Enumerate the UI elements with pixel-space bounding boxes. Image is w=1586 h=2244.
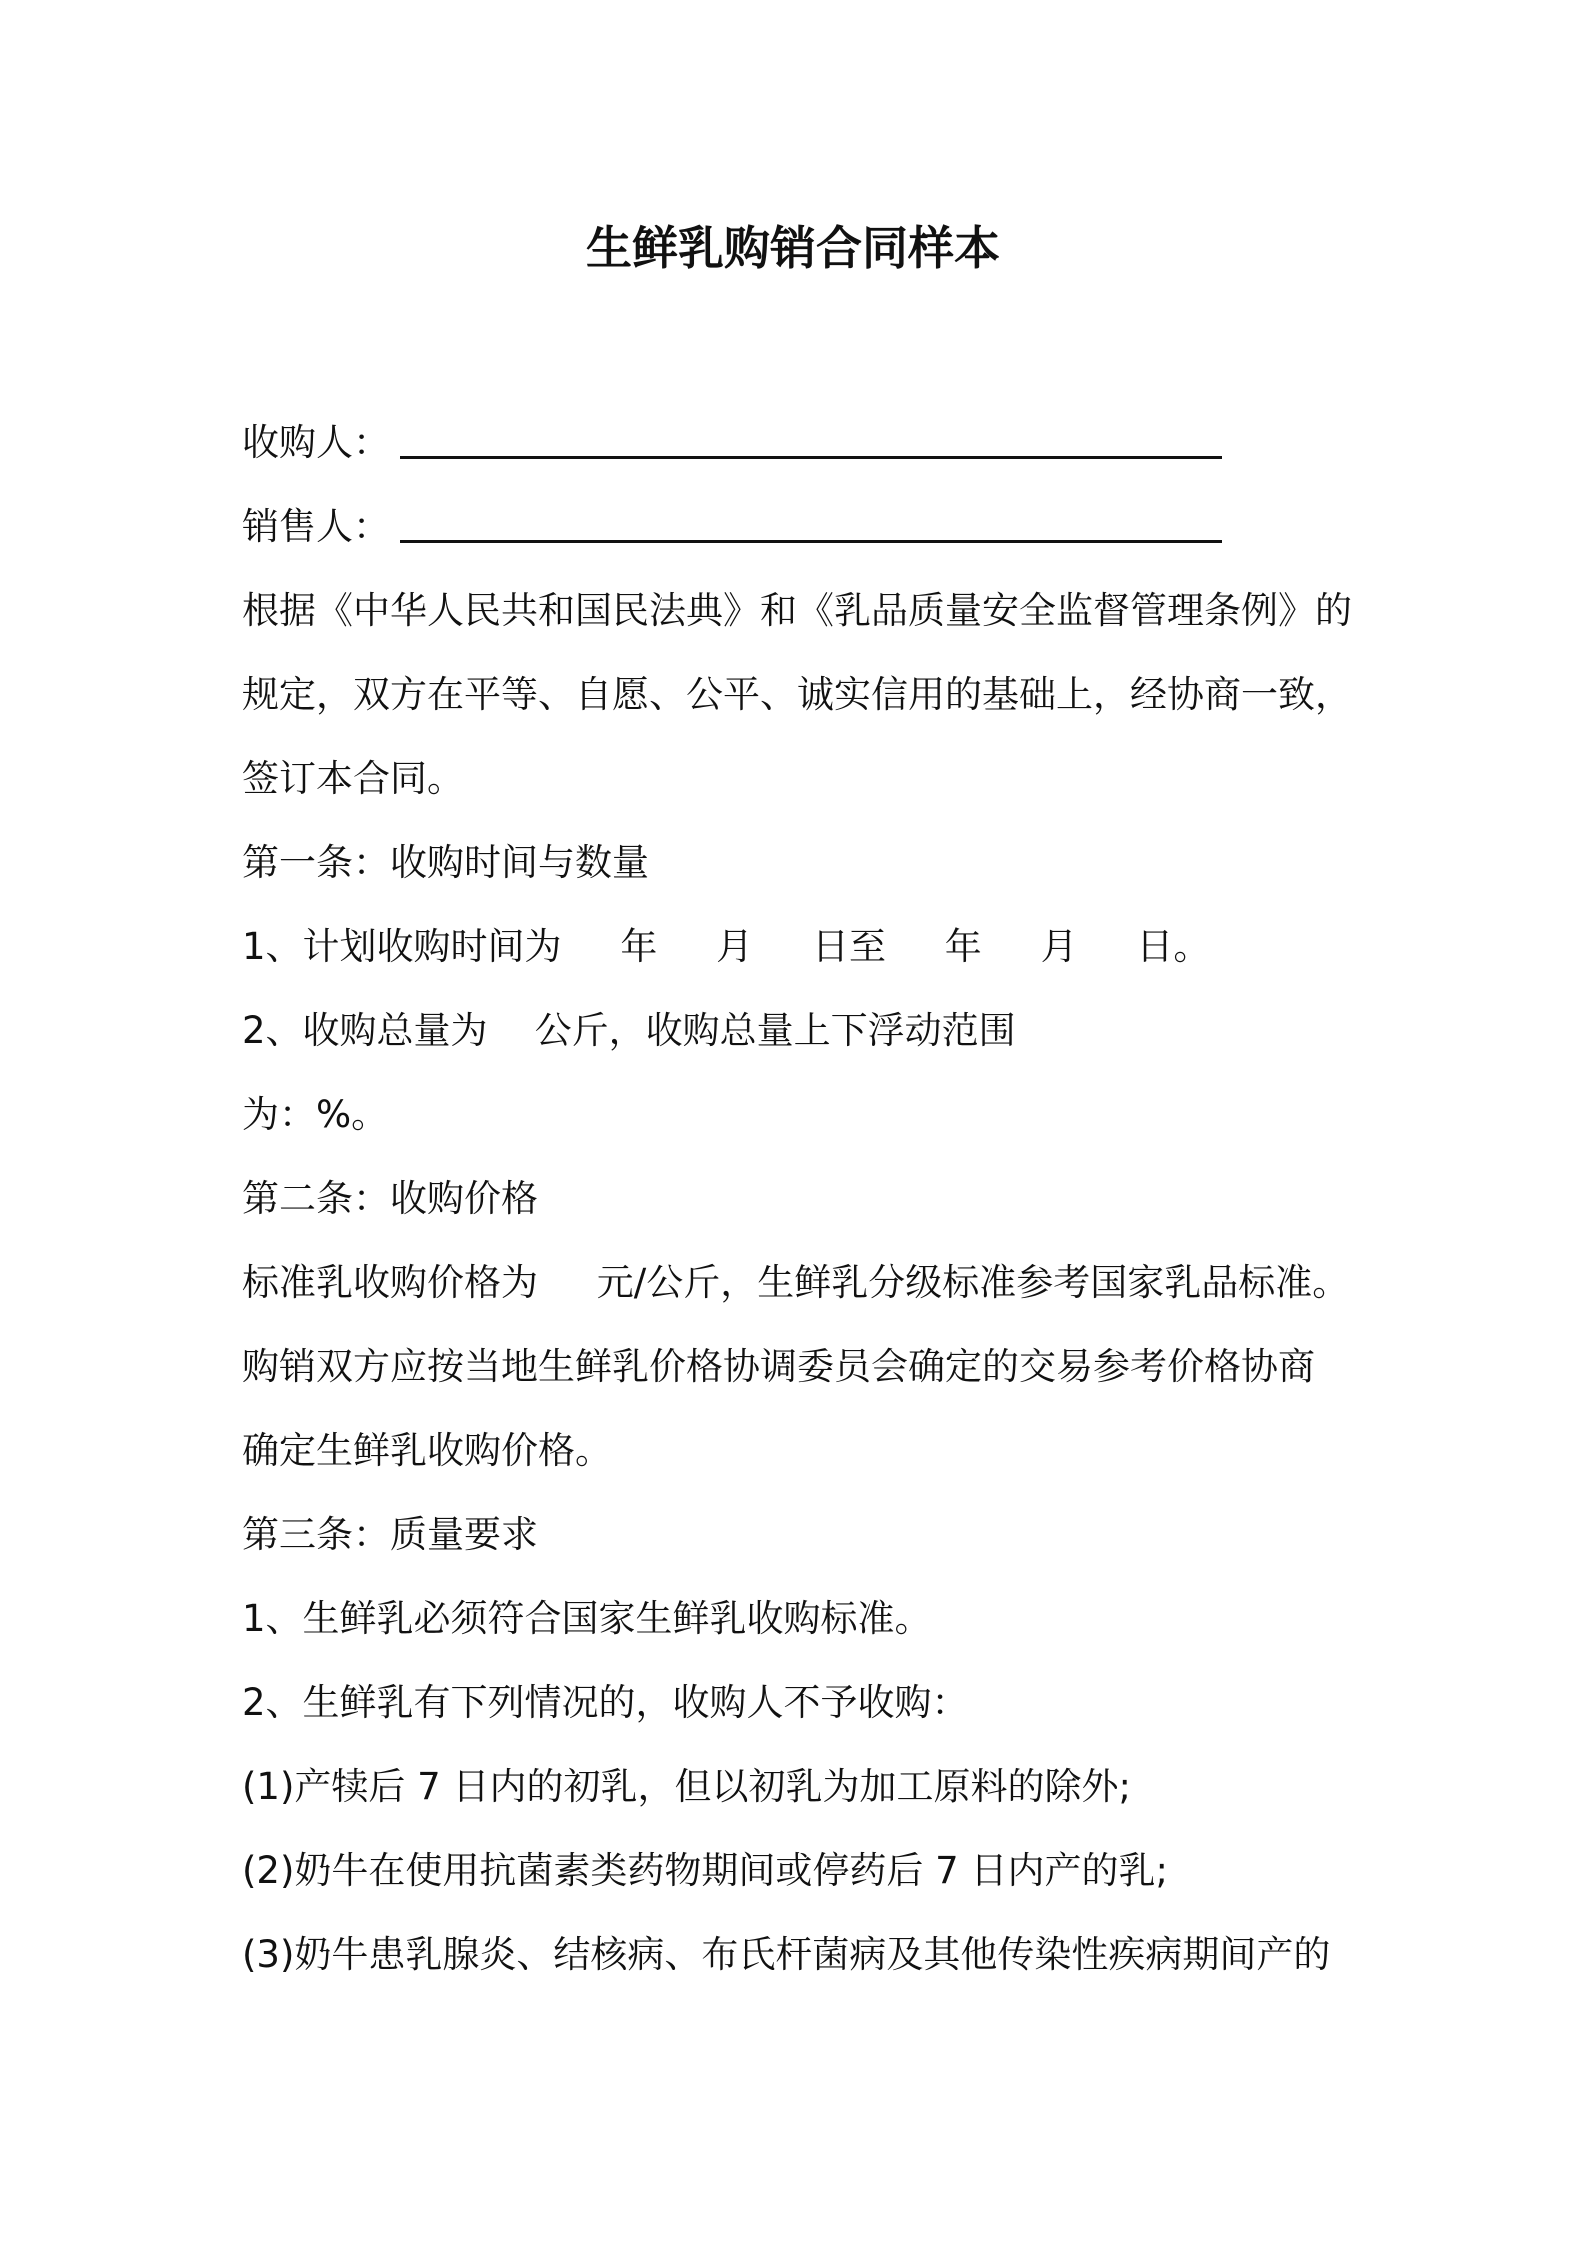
clause-line: 确定生鲜乳收购价格。 (242, 1429, 612, 1472)
seller-line (242, 485, 1392, 569)
clause-line: 1、计划收购时间为 年 月 日至 年 月 日。 (242, 925, 1211, 968)
clause-line: (2)奶牛在使用抗菌素类药物期间或停药后 7 日内产的乳; (242, 1849, 1168, 1892)
article-heading: 第三条：质量要求 (242, 1513, 538, 1556)
buyer-line (242, 401, 1392, 485)
document-body (242, 401, 1392, 1997)
buyer-blank (400, 456, 1222, 459)
article-heading: 第二条：收购价格 (242, 1177, 538, 1220)
clause-line: 1、生鲜乳必须符合国家生鲜乳收购标准。 (242, 1597, 932, 1640)
article-heading: 第一条：收购时间与数量 (242, 841, 649, 884)
buyer-label: 收购人： (242, 421, 390, 464)
seller-blank (400, 540, 1222, 543)
clause-line: 2、生鲜乳有下列情况的，收购人不予收购： (242, 1681, 969, 1724)
clause-line: (3)奶牛患乳腺炎、结核病、布氏杆菌病及其他传染性疾病期间产的 (242, 1933, 1331, 1976)
paragraph-line: 根据《中华人民共和国民法典》和《乳品质量安全监督管理条例》的 (242, 589, 1352, 632)
paragraph-line: 规定，双方在平等、自愿、公平、诚实信用的基础上，经协商一致， (242, 673, 1352, 716)
document-title: 生鲜乳购销合同样本 (586, 221, 1000, 275)
paragraph-line: 签订本合同。 (242, 757, 464, 800)
clause-line: (1)产犊后 7 日内的初乳，但以初乳为加工原料的除外; (242, 1765, 1131, 1808)
seller-label: 销售人： (242, 505, 390, 548)
clause-line: 为：%。 (242, 1093, 389, 1136)
clause-line: 标准乳收购价格为 元/公斤，生鲜乳分级标准参考国家乳品标准。 (242, 1261, 1350, 1304)
clause-line: 购销双方应按当地生鲜乳价格协调委员会确定的交易参考价格协商 (242, 1345, 1315, 1388)
clause-line: 2、收购总量为 公斤，收购总量上下浮动范围 (242, 1009, 1016, 1052)
